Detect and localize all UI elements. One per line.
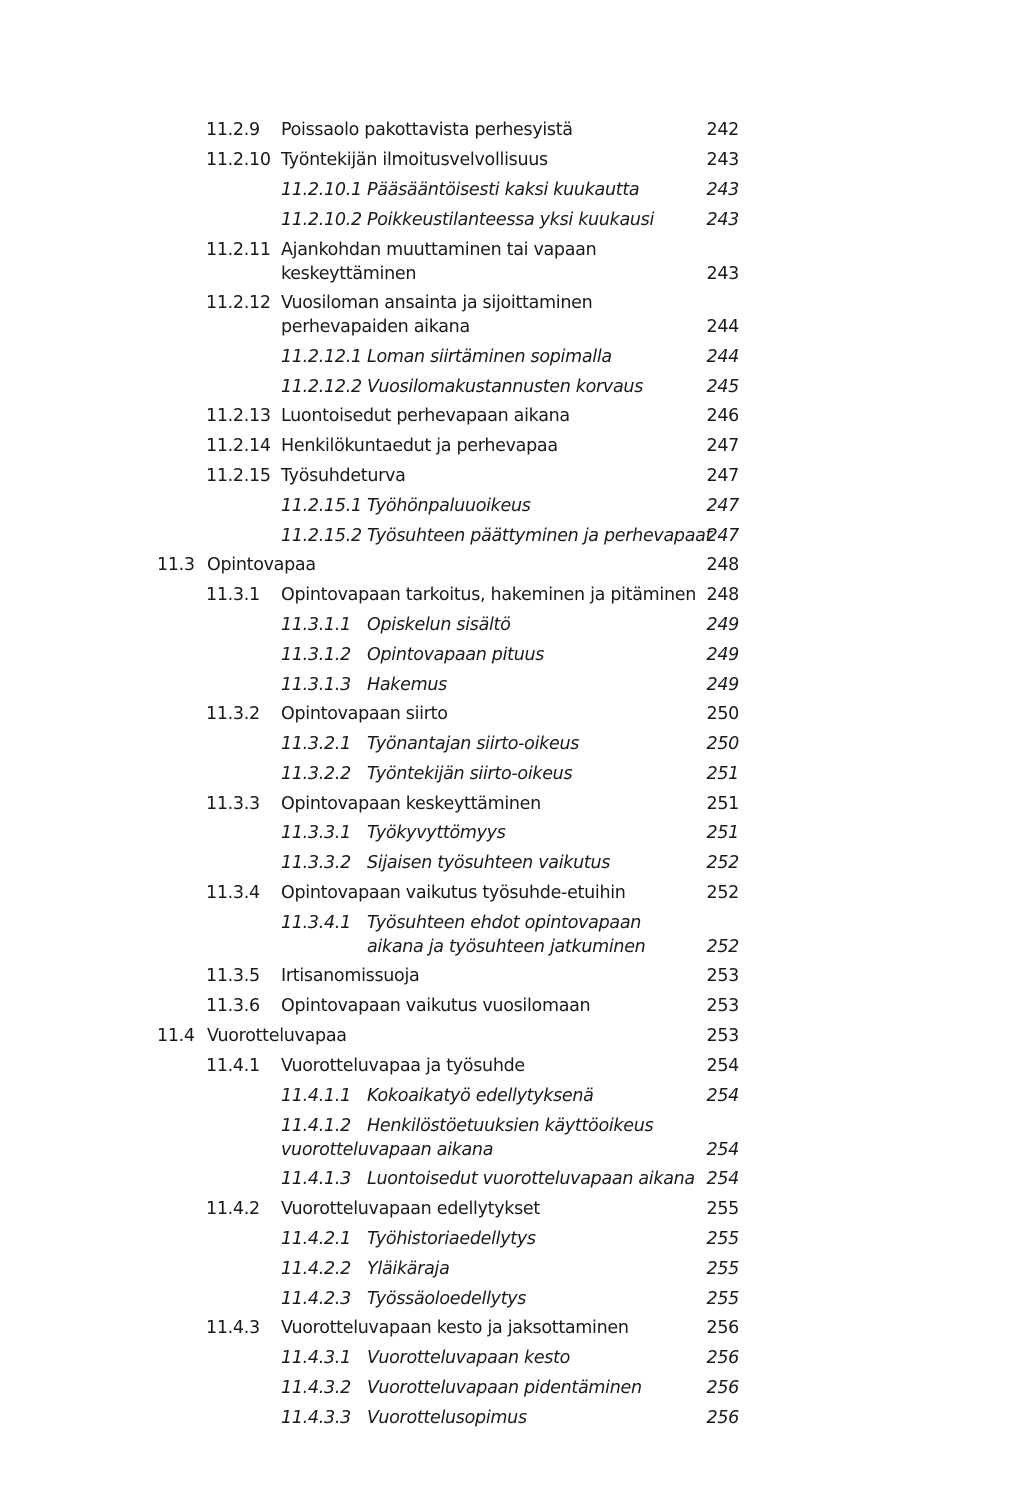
toc-entry[interactable] xyxy=(0,702,1026,726)
toc-entry[interactable] xyxy=(0,553,1026,577)
toc-entry-page: 247 xyxy=(706,526,739,546)
toc-entry-number: 11.4.3.1 xyxy=(281,1348,351,1368)
toc-entry[interactable] xyxy=(0,1257,1026,1281)
toc-entry-title: Kokoaikatyö edellytyksenä xyxy=(367,1086,594,1106)
toc-entry-title: Poikkeustilanteessa yksi kuukausi xyxy=(367,210,655,230)
toc-entry-title: Opiskelun sisältö xyxy=(367,615,511,635)
toc-entry-title: vuorotteluvapaan aikana xyxy=(281,1140,494,1160)
toc-entry-page: 253 xyxy=(706,996,739,1016)
toc-entry-title: Vuosilomakustannusten korvaus xyxy=(367,377,644,397)
toc-entry-title: Työnantajan siirto-oikeus xyxy=(367,734,580,754)
toc-entry-title: Pääsääntöisesti kaksi kuukautta xyxy=(367,180,640,200)
toc-entry-page: 254 xyxy=(706,1169,739,1189)
toc-entry-page: 253 xyxy=(706,966,739,986)
toc-entry[interactable] xyxy=(0,821,1026,845)
toc-entry-title: Vuorotteluvapaa xyxy=(207,1026,347,1046)
toc-entry[interactable] xyxy=(0,1227,1026,1251)
toc-entry-page: 249 xyxy=(706,615,739,635)
toc-entry-number: 11.2.10.2 xyxy=(281,210,362,230)
toc-entry-title: Poissaolo pakottavista perhesyistä xyxy=(281,120,573,140)
toc-entry[interactable] xyxy=(0,613,1026,637)
toc-entry[interactable] xyxy=(0,732,1026,756)
toc-entry[interactable] xyxy=(0,1024,1026,1048)
toc-entry[interactable] xyxy=(0,762,1026,786)
toc-entry-title: Työntekijän siirto-oikeus xyxy=(367,764,573,784)
toc-entry-page: 243 xyxy=(706,150,739,170)
toc-entry-title: Luontoisedut vuorotteluvapaan aikana xyxy=(367,1169,695,1189)
toc-entry[interactable] xyxy=(0,881,1026,905)
toc-entry-page: 247 xyxy=(706,466,739,486)
toc-entry-number: 11.4.1 xyxy=(206,1056,260,1076)
toc-entry-title: Henkilökuntaedut ja perhevapaa xyxy=(281,436,558,456)
toc-entry[interactable] xyxy=(0,1167,1026,1191)
toc-entry-number: 11.3 xyxy=(157,555,195,575)
toc-entry[interactable] xyxy=(0,208,1026,232)
toc-entry-number: 11.2.13 xyxy=(206,406,271,426)
toc-entry-page: 246 xyxy=(706,406,739,426)
toc-entry-page: 253 xyxy=(706,1026,739,1046)
toc-entry-title: Työsuhteen ehdot opintovapaan xyxy=(367,913,642,933)
toc-entry-page: 251 xyxy=(706,823,739,843)
toc-entry-page: 251 xyxy=(706,794,739,814)
toc-entry-number: 11.3.3.2 xyxy=(281,853,351,873)
toc-entry-page: 256 xyxy=(706,1378,739,1398)
toc-entry-page: 256 xyxy=(706,1348,739,1368)
toc-entry-number: 11.3.6 xyxy=(206,996,260,1016)
toc-entry-title: Työhönpaluuoikeus xyxy=(367,496,531,516)
toc-entry-number: 11.3.4 xyxy=(206,883,260,903)
toc-entry[interactable] xyxy=(0,643,1026,667)
toc-entry-number: 11.2.10 xyxy=(206,150,271,170)
toc-entry[interactable] xyxy=(0,291,1026,339)
toc-entry-number: 11.4.2.3 xyxy=(281,1289,351,1309)
toc-entry-number: 11.2.10.1 xyxy=(281,180,362,200)
toc-entry-page: 252 xyxy=(706,853,739,873)
toc-entry[interactable] xyxy=(0,404,1026,428)
toc-entry-title: Vuosiloman ansainta ja sijoittaminen xyxy=(281,293,593,313)
toc-entry-number: 11.4.2.2 xyxy=(281,1259,351,1279)
toc-entry-title: keskeyttäminen xyxy=(281,264,417,284)
toc-entry[interactable] xyxy=(0,964,1026,988)
toc-entry[interactable] xyxy=(0,1287,1026,1311)
toc-entry[interactable] xyxy=(0,524,1026,548)
toc-entry-page: 255 xyxy=(706,1289,739,1309)
toc-entry-number: 11.2.12.1 xyxy=(281,347,362,367)
toc-entry-title: Työkyvyttömyys xyxy=(367,823,506,843)
toc-entry-page: 243 xyxy=(706,180,739,200)
toc-entry[interactable] xyxy=(0,1054,1026,1078)
toc-entry-title: Vuorotteluvapaa ja työsuhde xyxy=(281,1056,525,1076)
toc-entry-number: 11.3.1 xyxy=(206,585,260,605)
toc-entry-title: Loman siirtäminen sopimalla xyxy=(367,347,612,367)
toc-entry[interactable] xyxy=(0,792,1026,816)
toc-entry-number: 11.2.9 xyxy=(206,120,260,140)
toc-entry-number: 11.4.3.2 xyxy=(281,1378,351,1398)
toc-entry[interactable] xyxy=(0,1197,1026,1221)
toc-entry-number: 11.3.2 xyxy=(206,704,260,724)
toc-entry-title: Vuorottelusopimus xyxy=(367,1408,527,1428)
toc-entry-page: 256 xyxy=(706,1408,739,1428)
toc-entry-number: 11.2.12.2 xyxy=(281,377,362,397)
toc-entry-number: 11.2.12 xyxy=(206,293,271,313)
toc-entry-title: Opintovapaan vaikutus vuosilomaan xyxy=(281,996,591,1016)
toc-entry-title: Opintovapaan siirto xyxy=(281,704,448,724)
toc-entry-title: Vuorotteluvapaan pidentäminen xyxy=(367,1378,642,1398)
toc-entry[interactable] xyxy=(0,375,1026,399)
toc-entry-page: 244 xyxy=(706,347,739,367)
toc-entry-number: 11.3.4.1 xyxy=(281,913,351,933)
toc-entry-page: 244 xyxy=(706,317,739,337)
toc-entry-number: 11.2.14 xyxy=(206,436,271,456)
toc-entry-page: 251 xyxy=(706,764,739,784)
toc-entry-number: 11.3.5 xyxy=(206,966,260,986)
toc-entry-number: 11.4.3 xyxy=(206,1318,260,1338)
toc-entry-number: 11.3.3.1 xyxy=(281,823,351,843)
toc-entry-page: 247 xyxy=(706,436,739,456)
toc-entry[interactable] xyxy=(0,673,1026,697)
toc-entry-page: 245 xyxy=(706,377,739,397)
toc-entry-number: 11.2.15.1 xyxy=(281,496,362,516)
toc-entry-page: 255 xyxy=(706,1229,739,1249)
toc-entry-number: 11.3.1.3 xyxy=(281,675,351,695)
toc-entry-title: Vuorotteluvapaan edellytykset xyxy=(281,1199,540,1219)
toc-entry-title: Ajankohdan muuttaminen tai vapaan xyxy=(281,240,597,260)
toc-entry[interactable] xyxy=(0,238,1026,286)
toc-entry[interactable] xyxy=(0,1376,1026,1400)
toc-entry[interactable] xyxy=(0,911,1026,959)
toc-entry-number: 11.4 xyxy=(157,1026,195,1046)
toc-entry-number: 11.2.15 xyxy=(206,466,271,486)
toc-entry-title: Työhistoriaedellytys xyxy=(367,1229,536,1249)
toc-entry-number: 11.3.3 xyxy=(206,794,260,814)
toc-entry[interactable] xyxy=(0,464,1026,488)
toc-entry[interactable] xyxy=(0,345,1026,369)
toc-entry-number: 11.2.15.2 xyxy=(281,526,362,546)
toc-entry-title: Opintovapaan pituus xyxy=(367,645,545,665)
toc-entry-title: Vuorotteluvapaan kesto ja jaksottaminen xyxy=(281,1318,629,1338)
toc-entry-page: 255 xyxy=(706,1259,739,1279)
toc-entry-number: 11.3.1.1 xyxy=(281,615,351,635)
toc-entry[interactable] xyxy=(0,1114,1026,1162)
toc-entry-page: 243 xyxy=(706,210,739,230)
toc-entry-title: Työssäoloedellytys xyxy=(367,1289,527,1309)
toc-entry[interactable] xyxy=(0,994,1026,1018)
toc-entry[interactable] xyxy=(0,1316,1026,1340)
toc-entry-number: 11.4.2.1 xyxy=(281,1229,351,1249)
toc-entry-title: aikana ja työsuhteen jatkuminen xyxy=(367,937,646,957)
toc-entry-page: 255 xyxy=(706,1199,739,1219)
toc-entry[interactable] xyxy=(0,494,1026,518)
toc-entry-title: Luontoisedut perhevapaan aikana xyxy=(281,406,570,426)
toc-entry-number: 11.3.1.2 xyxy=(281,645,351,665)
toc-entry-title: Työntekijän ilmoitusvelvollisuus xyxy=(281,150,548,170)
toc-entry-page: 247 xyxy=(706,496,739,516)
toc-entry-number: 11.4.1.1 xyxy=(281,1086,351,1106)
toc-entry[interactable] xyxy=(0,583,1026,607)
toc-entry-number: 11.3.2.1 xyxy=(281,734,351,754)
toc-entry[interactable] xyxy=(0,851,1026,875)
toc-entry-page: 243 xyxy=(706,264,739,284)
toc-entry-page: 249 xyxy=(706,645,739,665)
toc-entry[interactable] xyxy=(0,1406,1026,1430)
toc-entry[interactable] xyxy=(0,148,1026,172)
toc-entry-page: 254 xyxy=(706,1056,739,1076)
toc-entry-page: 248 xyxy=(706,555,739,575)
toc-entry-page: 249 xyxy=(706,675,739,695)
toc-entry-title: Opintovapaan vaikutus työsuhde-etuihin xyxy=(281,883,626,903)
toc-entry-title: Työsuhteen päättyminen ja perhevapaat xyxy=(367,526,713,546)
toc-entry-title: Opintovapaan tarkoitus, hakeminen ja pitäminen xyxy=(281,585,697,605)
toc-entry-page: 252 xyxy=(706,937,739,957)
toc-entry-title: Työsuhdeturva xyxy=(281,466,406,486)
toc-entry[interactable] xyxy=(0,118,1026,142)
toc-entry-title: perhevapaiden aikana xyxy=(281,317,470,337)
toc-entry-page: 250 xyxy=(706,734,739,754)
toc-entry[interactable] xyxy=(0,434,1026,458)
toc-entry-title: Henkilöstöetuuksien käyttöoikeus xyxy=(367,1116,654,1136)
toc-entry-page: 256 xyxy=(706,1318,739,1338)
toc-entry-page: 250 xyxy=(706,704,739,724)
toc-entry[interactable] xyxy=(0,1346,1026,1370)
toc-entry-page: 254 xyxy=(706,1140,739,1160)
toc-entry-title: Sijaisen työsuhteen vaikutus xyxy=(367,853,611,873)
toc-entry-title: Opintovapaan keskeyttäminen xyxy=(281,794,541,814)
toc-entry-page: 248 xyxy=(706,585,739,605)
toc-entry-page: 252 xyxy=(706,883,739,903)
toc-entry-title: Opintovapaa xyxy=(207,555,316,575)
toc-entry-page: 242 xyxy=(706,120,739,140)
toc-entry[interactable] xyxy=(0,1084,1026,1108)
toc-entry[interactable] xyxy=(0,178,1026,202)
toc-entry-title: Vuorotteluvapaan kesto xyxy=(367,1348,571,1368)
toc-entry-title: Hakemus xyxy=(367,675,447,695)
toc-entry-number: 11.4.1.2 xyxy=(281,1116,351,1136)
toc-entry-page: 254 xyxy=(706,1086,739,1106)
toc-entry-number: 11.3.2.2 xyxy=(281,764,351,784)
toc-entry-number: 11.4.2 xyxy=(206,1199,260,1219)
toc-entry-number: 11.2.11 xyxy=(206,240,271,260)
toc-entry-number: 11.4.3.3 xyxy=(281,1408,351,1428)
toc-entry-title: Yläikäraja xyxy=(367,1259,450,1279)
toc-entry-number: 11.4.1.3 xyxy=(281,1169,351,1189)
toc-entry-title: Irtisanomissuoja xyxy=(281,966,420,986)
